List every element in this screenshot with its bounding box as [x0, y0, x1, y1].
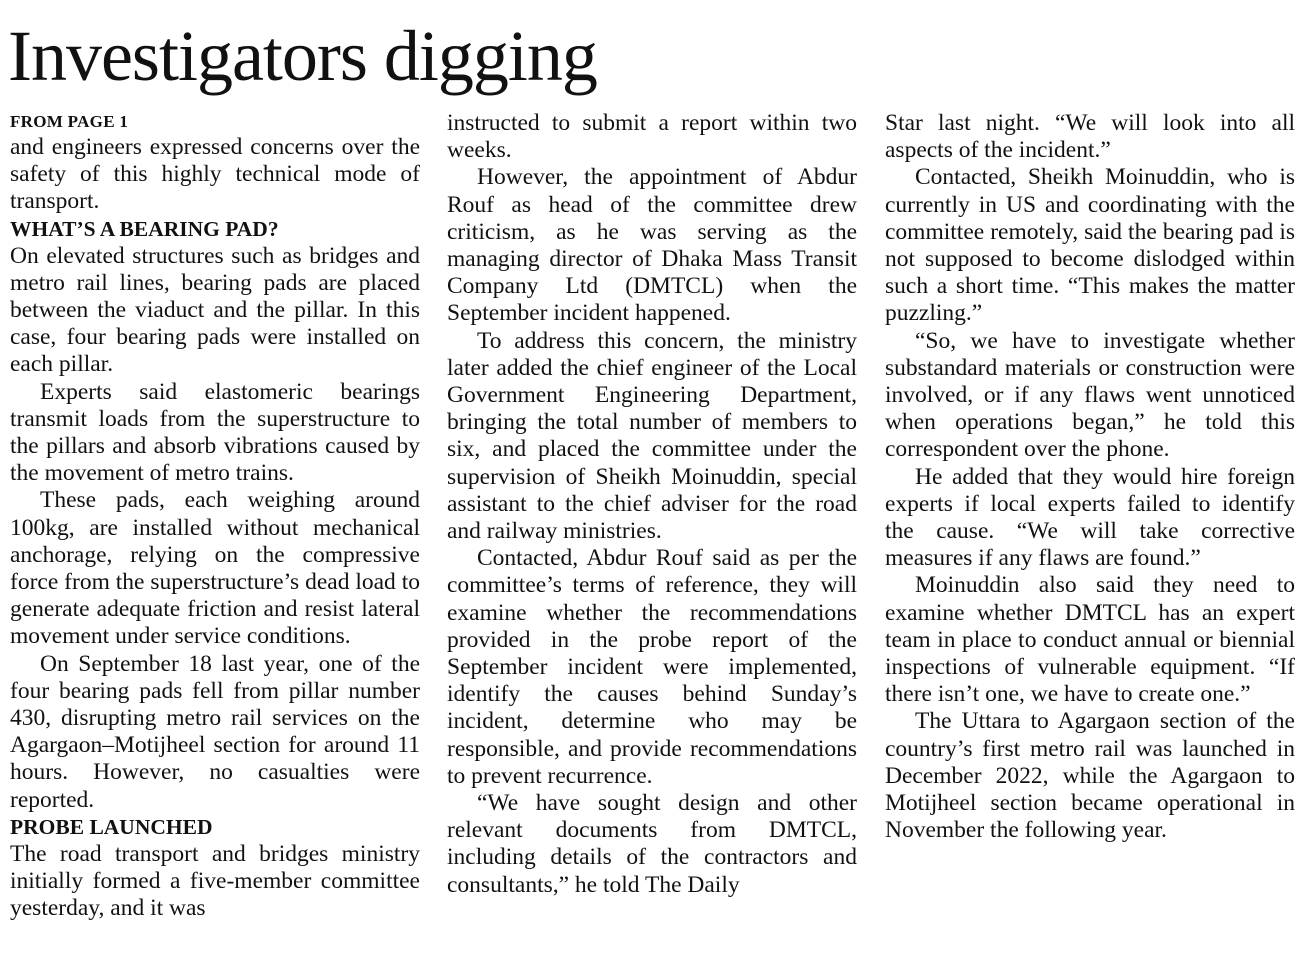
paragraph: “So, we have to investigate whether substandard materials or construction were involved, or if any flaws went unnoticed when operations began,” he told this correspondent over the phone. [885, 327, 1295, 463]
paragraph: The road transport and bridges ministry initially formed a five-member committee yesterday, and it was [10, 840, 420, 922]
paragraph: He added that they would hire foreign experts if local experts failed to identify the cause. “We will take corrective measures if any flaws are found.” [885, 463, 1295, 572]
paragraph: On September 18 last year, one of the four bearing pads fell from pillar number 430, disrupting metro rail services on the Agargaon–Motijheel section for around 11 hours. However, no casualties were reported. [10, 650, 420, 813]
paragraph: “We have sought design and other relevant documents from DMTCL, including details of the contractors and consultants,” he told The Daily [447, 790, 857, 898]
subheading-probe-launched: PROBE LAUNCHED [10, 814, 213, 839]
article-column-3 [885, 110, 1295, 844]
paragraph: and engineers expressed concerns over the safety of this highly technical mode of transport. [10, 134, 420, 215]
paragraph: Moinuddin also said they need to examine whether DMTCL has an expert team in place to conduct annual or biennial inspections of vulnerable equipment. “If there isn’t one, we have to create one.” [885, 572, 1295, 708]
paragraph: Experts said elastomeric bearings transmit loads from the superstructure to the pillars and absorb vibrations caused by the movement of metro trains. [10, 378, 420, 487]
paragraph: Contacted, Abdur Rouf said as per the committee’s terms of reference, they will examine whether the recommendations provided in the probe report of the September incident were implemented, identify the causes behind Sunday’s incident, determine who may be responsible, and provide recommendations to prevent recurrence. [447, 545, 857, 789]
paragraph: However, the appointment of Abdur Rouf as head of the committee drew criticism, as he was serving as the managing director of Dhaka Mass Transit Company Ltd (DMTCL) when the September incident happened. [447, 164, 857, 327]
headline: Investigators digging [8, 16, 597, 96]
paragraph: instructed to submit a report within two weeks. [447, 110, 857, 164]
paragraph: On elevated structures such as bridges and metro rail lines, bearing pads are placed between the viaduct and the pillar. In this case, four bearing pads were installed on each pillar. [10, 242, 420, 378]
subheading-bearing-pad: WHAT’S A BEARING PAD? [10, 216, 279, 241]
paragraph: These pads, each weighing around 100kg, are installed without mechanical anchorage, relying on the compressive force from the superstructure’s dead load to generate adequate friction and resist lateral movement under service conditions. [10, 487, 420, 650]
article-column-1 [10, 110, 420, 922]
paragraph: The Uttara to Agargaon section of the country’s first metro rail was launched in December 2022, while the Agargaon to Motijheel section became operational in November the following year. [885, 708, 1295, 844]
article-column-2 [447, 110, 857, 899]
kicker-from-page: FROM PAGE 1 [10, 112, 129, 131]
paragraph: Star last night. “We will look into all aspects of the incident.” [885, 110, 1295, 164]
paragraph: Contacted, Sheikh Moinuddin, who is currently in US and coordinating with the committee remotely, said the bearing pad is not supposed to become dislodged within such a short time. “This makes the matter puzzling.” [885, 164, 1295, 327]
paragraph: To address this concern, the ministry later added the chief engineer of the Local Government Engineering Department, bringing the total number of members to six, and placed the committee under the supervision of Sheikh Moinuddin, special assistant to the chief adviser for the road and railway ministries. [447, 327, 857, 545]
